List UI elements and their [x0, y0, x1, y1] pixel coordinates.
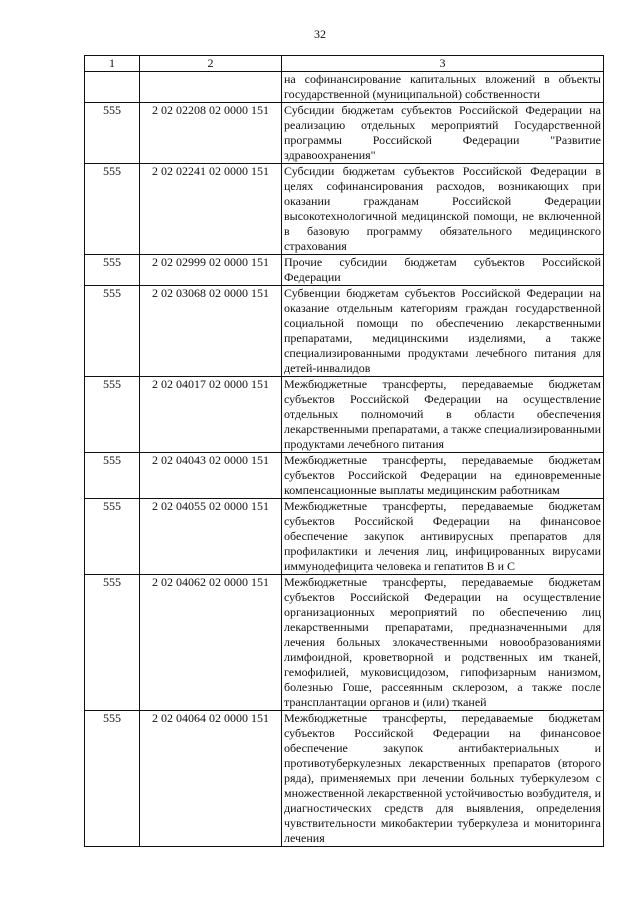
admin-code-cell: 555: [85, 255, 140, 286]
admin-code-cell: 555: [85, 499, 140, 575]
column-header-1: 1: [85, 56, 140, 72]
page-number: 32: [314, 27, 326, 41]
revenue-name-cell: Межбюджетные трансферты, передаваемые бюджетам субъектов Российской Федерации на финансовое обеспечение закупок антибактериальных и противотуберкулезных лекарственных препаратов (второго ряда), применяемых при лечении больных туберкулезом с множественной лекарственной устойчивостью возбудителя, и диагностических средств для выявления, определения чувствительности микобактерии туберкулеза и мониторинга лечения: [282, 711, 604, 847]
revenue-name-cell: Субсидии бюджетам субъектов Российской Федерации в целях софинансирования расходов, возникающих при оказании гражданам Российской Федерации высокотехнологичной медицинской помощи, не включенной в базовую программу обязательного медицинского страхования: [282, 164, 604, 255]
table-row: [85, 711, 604, 847]
revenue-code-cell: 2 02 04062 02 0000 151: [140, 575, 282, 711]
table-row: [85, 286, 604, 377]
revenue-code-cell: [140, 72, 282, 103]
admin-code-cell: 555: [85, 453, 140, 499]
revenue-name-cell: Прочие субсидии бюджетам субъектов Российской Федерации: [282, 255, 604, 286]
header-row: [85, 56, 604, 72]
column-header-3: 3: [282, 56, 604, 72]
revenue-code-cell: 2 02 02241 02 0000 151: [140, 164, 282, 255]
revenue-code-cell: 2 02 02999 02 0000 151: [140, 255, 282, 286]
table-row: [85, 453, 604, 499]
revenue-code-cell: 2 02 04055 02 0000 151: [140, 499, 282, 575]
revenue-code-cell: 2 02 02208 02 0000 151: [140, 103, 282, 164]
table-row: [85, 72, 604, 103]
table-row: [85, 255, 604, 286]
table-row: [85, 164, 604, 255]
table-row: [85, 377, 604, 453]
revenue-name-cell: Субвенции бюджетам субъектов Российской Федерации на оказание отдельным категориям граждан государственной социальной помощи по обеспечению лекарственными препаратами, медицинскими изделиями, а также специализированными продуктами лечебного питания для детей-инвалидов: [282, 286, 604, 377]
admin-code-cell: 555: [85, 103, 140, 164]
revenue-name-cell: Межбюджетные трансферты, передаваемые бюджетам субъектов Российской Федерации на осуществление организационных мероприятий по обеспечению лиц лекарственными препаратами, предназначенными для лечения больных злокачественными новообразованиями лимфоидной, кроветворной и родственных им тканей, гемофилией, муковисцидозом, гипофизарным нанизмом, болезнью Гоше, рассеянным склерозом, а также после трансплантации органов и (или) тканей: [282, 575, 604, 711]
table-header: [85, 56, 604, 72]
admin-code-cell: 555: [85, 377, 140, 453]
revenue-name-cell: Межбюджетные трансферты, передаваемые бюджетам субъектов Российской Федерации на финансовое обеспечение закупок антивирусных препаратов для профилактики и лечения лиц, инфицированных вирусами иммунодефицита человека и гепатитов B и C: [282, 499, 604, 575]
table-body: [85, 72, 604, 847]
table-row: [85, 575, 604, 711]
revenue-name-cell: Субсидии бюджетам субъектов Российской Федерации на реализацию отдельных мероприятий Государственной программы Российской Федерации "Развитие здравоохранения": [282, 103, 604, 164]
revenue-name-cell: Межбюджетные трансферты, передаваемые бюджетам субъектов Российской Федерации на единовременные компенсационные выплаты медицинским работникам: [282, 453, 604, 499]
budget-revenue-table: [84, 55, 604, 847]
column-header-2: 2: [140, 56, 282, 72]
admin-code-cell: 555: [85, 286, 140, 377]
revenue-name-cell: на софинансирование капитальных вложений в объекты государственной (муниципальной) собственности: [282, 72, 604, 103]
admin-code-cell: 555: [85, 711, 140, 847]
revenue-code-cell: 2 02 04064 02 0000 151: [140, 711, 282, 847]
revenue-code-cell: 2 02 04017 02 0000 151: [140, 377, 282, 453]
revenue-code-cell: 2 02 04043 02 0000 151: [140, 453, 282, 499]
admin-code-cell: 555: [85, 575, 140, 711]
table-row: [85, 499, 604, 575]
revenue-name-cell: Межбюджетные трансферты, передаваемые бюджетам субъектов Российской Федерации на осуществление отдельных полномочий в области обеспечения лекарственными препаратами, а также специализированными продуктами лечебного питания: [282, 377, 604, 453]
admin-code-cell: 555: [85, 164, 140, 255]
table-row: [85, 103, 604, 164]
admin-code-cell: [85, 72, 140, 103]
revenue-code-cell: 2 02 03068 02 0000 151: [140, 286, 282, 377]
